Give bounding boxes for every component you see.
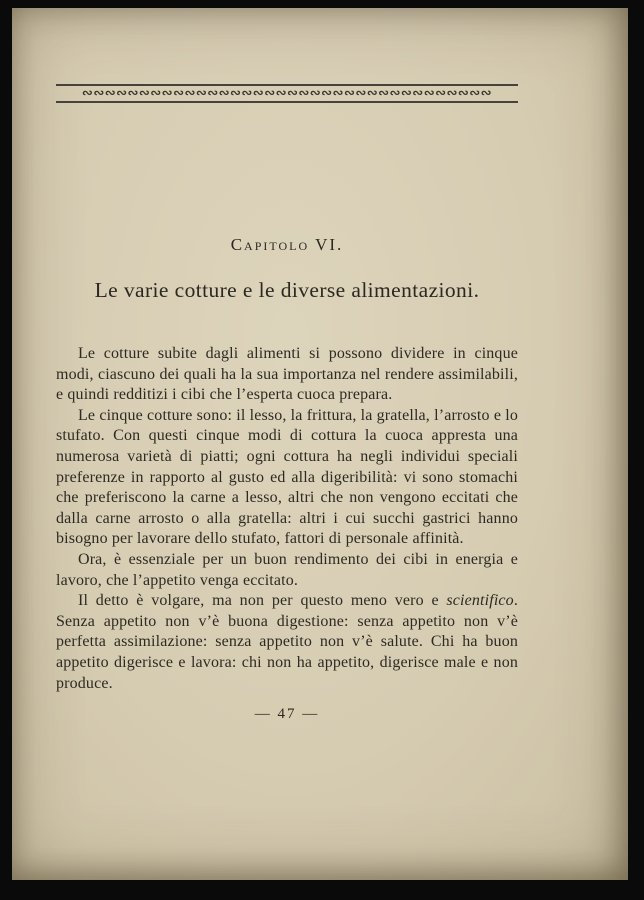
chapter-label: Capitolo VI.	[230, 235, 344, 254]
paragraph-4	[56, 591, 518, 694]
paragraph-1: Le cotture subite dagli alimenti si possono dividere in cinque modi, ciascuno dei quali ha la sua importanza nel rendere assimilabili, e quindi redditizi i cibi che l’esperta cuoca prepara.	[56, 345, 518, 404]
body-text	[56, 344, 518, 694]
book-page	[12, 8, 628, 880]
paragraph-4-text: Il detto è volgare, ma non per questo meno vero e	[78, 592, 447, 610]
page-number: — 47 —	[254, 706, 320, 723]
text-column	[56, 8, 518, 723]
paragraph-4-italic-word: scientifico	[446, 592, 514, 610]
chapter-title: Le varie cotture e le diverse alimentazioni.	[94, 278, 480, 302]
paragraph-2: Le cinque cotture sono: il lesso, la frittura, la gratella, l’arrosto e lo stufato. Con questi cinque modi di cottura la cuoca appresta una numerosa varietà di piatti; ogni cottura ha negli individui speciali preferenze in rapporto al gusto ed alla digeribilità: vi sono stomachi che preferiscono la carne a lesso, altri che non vengono eccitati che dalla carne arrosto o alla gratella: altri i cui succhi gastrici hanno bisogno per lavorare dello stufato, fattori di personale affinità.	[56, 406, 518, 548]
paragraph-3: Ora, è essenziale per un buon rendimento dei cibi in energia e lavoro, che l’appetito venga eccitato.	[56, 550, 518, 589]
ornamental-divider: ∾∾∾∾∾∾∾∾∾∾∾∾∾∾∾∾∾∾∾∾∾∾∾∾∾∾∾∾∾∾∾∾∾∾∾∾	[56, 84, 518, 103]
paragraph-4-text-continued: . Senza appetito non v’è buona digestione: senza appetito non v’è perfetta assimilazione: senza appetito non v’è salute. Chi ha buon appetito digerisce e lavora: chi non ha appetito, digerisce male e non produce.	[56, 592, 518, 692]
